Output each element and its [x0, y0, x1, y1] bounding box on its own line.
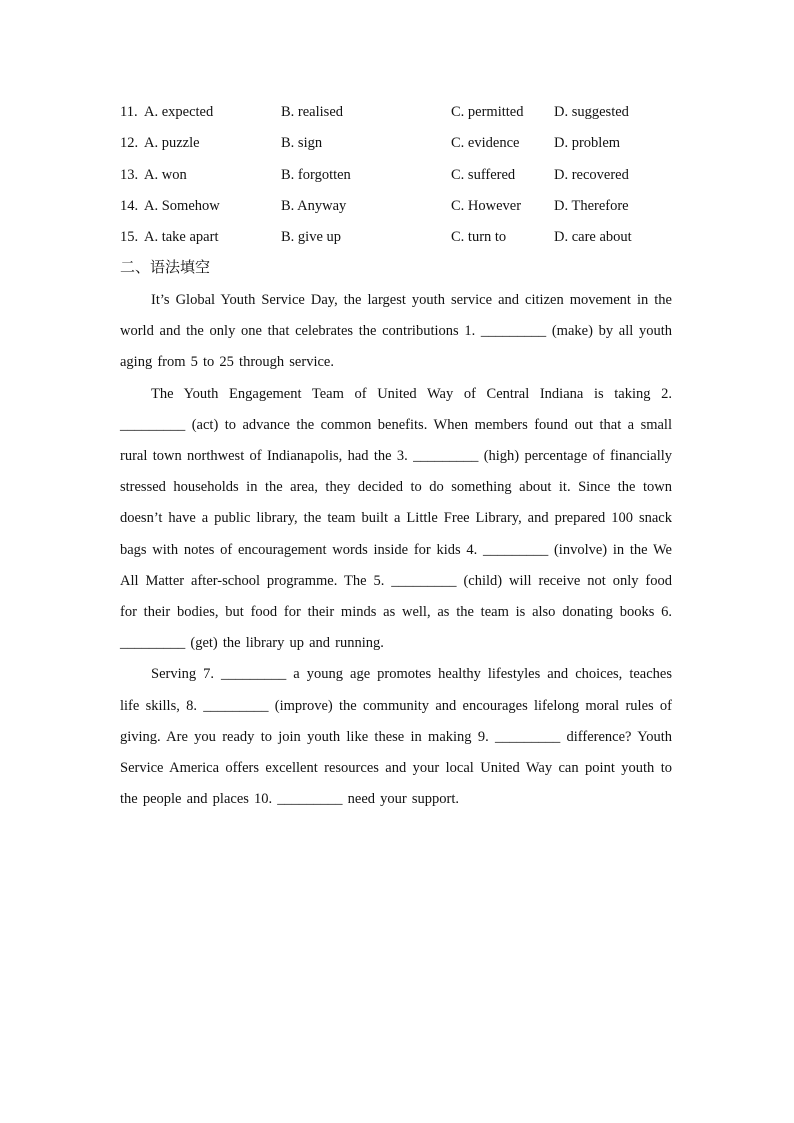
option-c: C. permitted: [451, 104, 524, 120]
question-number: 15.: [120, 229, 139, 246]
choice-row-11: [120, 100, 680, 131]
question-number: 11.: [120, 104, 138, 120]
option-d: D. care about: [554, 229, 632, 246]
question-number: 12.: [120, 135, 139, 152]
grammar-fill-passage: [120, 285, 672, 815]
option-d: D. Therefore: [554, 197, 629, 214]
question-number: 14.: [120, 197, 139, 214]
passage-paragraph-2: The Youth Engagement Team of United Way of Central Indiana is taking 2. _________ (act) to advance the common benefits. When members found out that a small rural town northwest of Indianapolis, had the 3. _________ (high) percentage of financially stressed households in the area, they decided to do something about it. Since the town doesn’t have a public library, the team built a Little Free Library, and prepared 100 snack bags with notes of encouragement words inside for kids 4. _________ (involve) in the We All Matter after-school programme. The 5. _________ (child) will receive not only food for their bodies, but food for their minds as well, as the team is also donating books 6. _________ (get) the library up and running.: [120, 385, 672, 652]
option-b: B. give up: [281, 229, 342, 246]
option-b: B. sign: [281, 135, 323, 152]
option-a: A. Somehow: [144, 197, 220, 214]
option-b: B. Anyway: [281, 197, 347, 214]
option-c: C. suffered: [451, 166, 516, 183]
choice-row-12: [120, 131, 680, 162]
option-b: B. realised: [281, 104, 344, 120]
passage-paragraph-3: Serving 7. _________ a young age promotes healthy lifestyles and choices, teaches life skills, 8. _________ (improve) the community and encourages lifelong moral rules of giving. Are you ready to join youth like these in making 9. _________ difference? Youth Service America offers excellent resources and your local United Way can point youth to the people and places 10. _________ need your support.: [120, 666, 672, 808]
choice-row-13: [120, 163, 680, 194]
option-d: D. problem: [554, 135, 621, 152]
option-b: B. forgotten: [281, 166, 351, 183]
option-c: C. However: [451, 197, 522, 214]
option-d: D. recovered: [554, 166, 629, 183]
option-a: A. puzzle: [144, 135, 200, 152]
multiple-choice-options: [120, 100, 680, 256]
choice-row-14: [120, 194, 680, 225]
option-d: D. suggested: [554, 104, 629, 120]
option-a: A. expected: [144, 104, 214, 120]
passage-paragraph-1: It’s Global Youth Service Day, the largest youth service and citizen movement in the world and the only one that celebrates the contributions 1. _________ (make) by all youth aging from 5 to 25 through service.: [120, 292, 672, 371]
section-heading: 二、语法填空: [120, 258, 211, 276]
option-c: C. turn to: [451, 229, 507, 246]
option-a: A. take apart: [144, 229, 219, 246]
option-a: A. won: [144, 166, 187, 183]
question-number: 13.: [120, 166, 139, 183]
option-c: C. evidence: [451, 135, 520, 152]
choice-row-15: [120, 225, 680, 256]
